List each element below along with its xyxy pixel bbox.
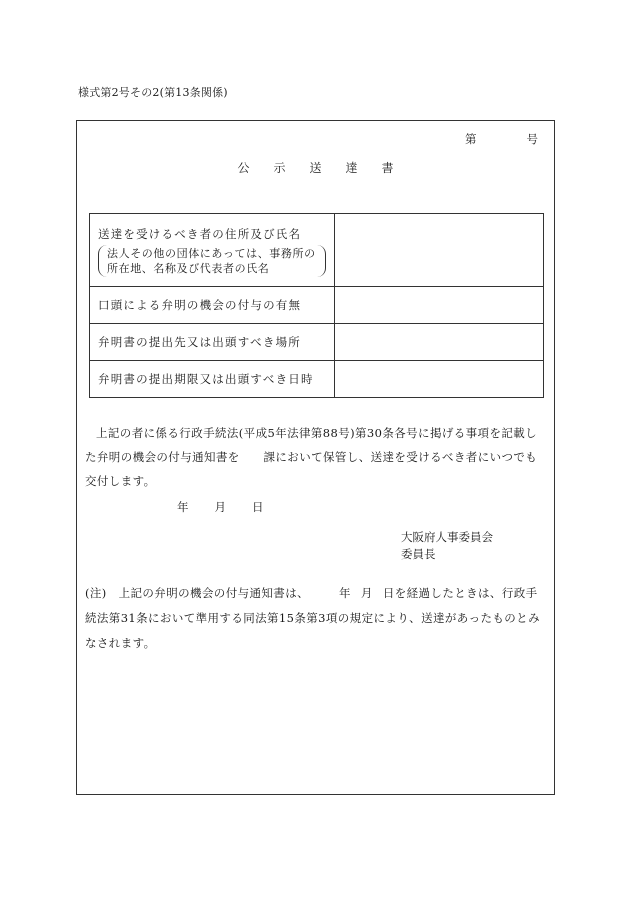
table-row: [90, 214, 544, 287]
authority-title: 委員長: [401, 547, 436, 561]
table-row: [90, 324, 544, 361]
note-part2: を経過したときは、行政手続法第31条において準用する同法第15条第3項の規定により、送達があったものとみなされます。: [85, 586, 540, 650]
number-suffix: 号: [526, 132, 538, 146]
date-line: [177, 499, 264, 515]
document-frame: [76, 120, 555, 795]
address-value-cell: [335, 214, 544, 287]
date-day: 日: [252, 500, 264, 514]
body-paragraph: 上記の者に係る行政手続法(平成5年法律第88号)第30条各号に掲げる事項を記載した弁明の機会の付与通知書を 課において保管し、送達を受けるべき者にいつでも交付します。: [85, 426, 538, 488]
document-title: 公示送達書: [237, 161, 418, 175]
address-label: 送達を受けるべき者の住所及び氏名: [98, 226, 302, 241]
oral-hearing-value-cell: [335, 287, 544, 324]
oral-hearing-label: 口頭による弁明の機会の付与の有無: [90, 287, 335, 324]
table-row: [90, 287, 544, 324]
row-label-address: [90, 214, 335, 287]
note-year: 年: [339, 586, 351, 600]
note-month: 月: [360, 586, 373, 600]
date-year: 年: [177, 500, 189, 514]
note-day: 日: [382, 586, 395, 600]
note-prefix: (注): [85, 586, 107, 600]
note-paragraph: [85, 581, 546, 656]
authority-org: 大阪府人事委員会: [401, 530, 493, 544]
address-sub-label: 法人その他の団体にあっては、事務所の所在地、名称及び代表者の氏名: [98, 245, 326, 277]
document-number: [465, 131, 538, 147]
date-month: 月: [214, 500, 226, 514]
submission-place-label: 弁明書の提出先又は出頭すべき場所: [90, 324, 335, 361]
submission-place-value-cell: [335, 324, 544, 361]
info-table: [89, 213, 544, 398]
table-row: [90, 361, 544, 398]
form-identifier: 様式第2号その2(第13条関係): [78, 86, 228, 99]
deadline-value-cell: [335, 361, 544, 398]
note-part1: 上記の弁明の機会の付与通知書は、: [118, 586, 309, 600]
deadline-label: 弁明書の提出期限又は出頭すべき日時: [90, 361, 335, 398]
number-prefix: 第: [465, 132, 477, 146]
issuing-authority: [401, 529, 493, 563]
